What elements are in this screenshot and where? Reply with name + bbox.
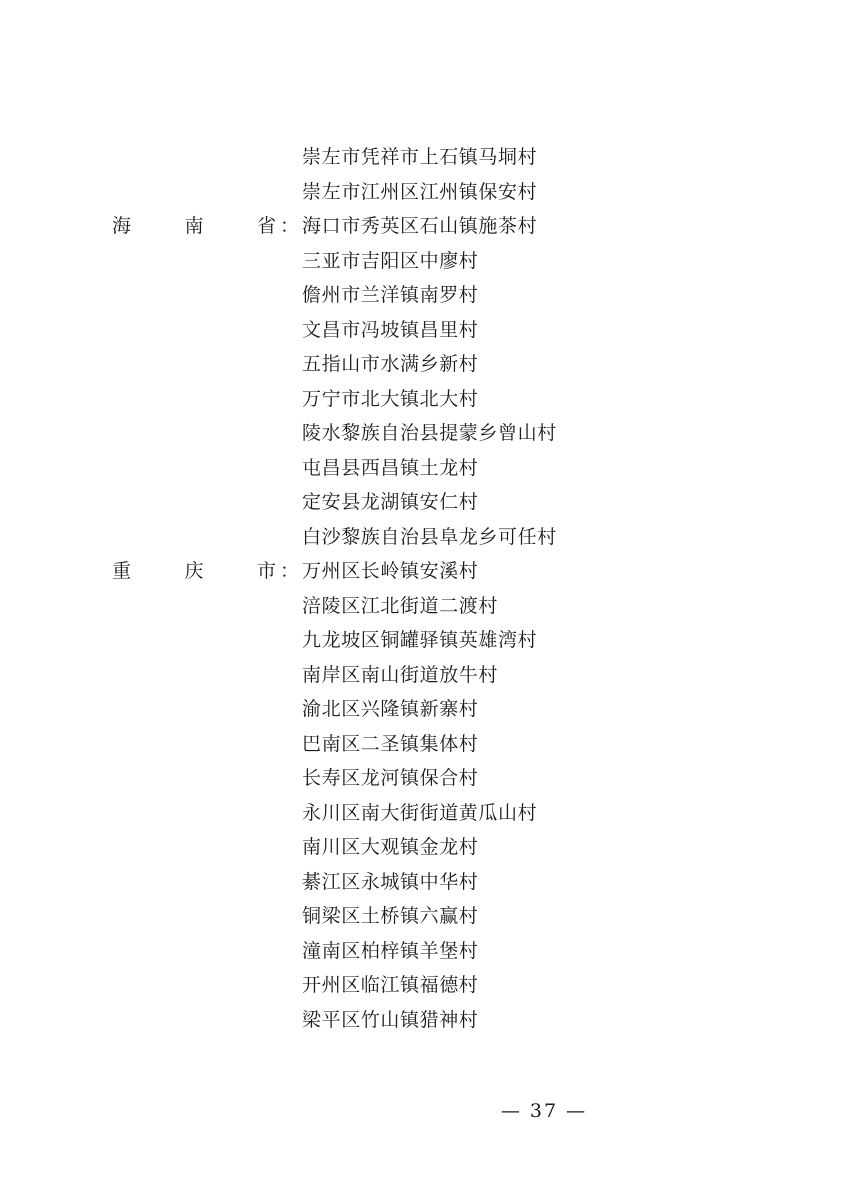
village-entry-row xyxy=(90,899,758,934)
village-name: 长寿区龙河镇保合村 xyxy=(302,767,479,789)
village-entry-row xyxy=(90,520,758,555)
village-name: 屯昌县西昌镇土龙村 xyxy=(302,456,479,479)
page-number-dash-left: — xyxy=(500,1100,522,1122)
village-name: 万州区长岭镇安溪村 xyxy=(302,560,479,582)
province-label xyxy=(90,554,280,589)
page-number-dash-right: — xyxy=(566,1100,588,1122)
village-name: 铜梁区土桥镇六赢村 xyxy=(302,905,479,927)
village-name: 九龙坡区铜罐驿镇英雄湾村 xyxy=(302,629,538,651)
village-name: 潼南区柏梓镇羊堡村 xyxy=(302,939,479,962)
village-entry-row xyxy=(90,1003,758,1038)
village-entry-row xyxy=(90,761,758,796)
village-entry-row xyxy=(90,692,758,727)
village-entry-row xyxy=(90,865,758,900)
village-entry-row xyxy=(90,347,758,382)
province-label-char: 庆 xyxy=(184,560,204,582)
province-colon: ： xyxy=(280,215,300,237)
village-entry-row xyxy=(90,140,758,175)
province-label-char: 省 xyxy=(256,215,276,237)
village-entry-row xyxy=(90,485,758,520)
village-name: 南川区大观镇金龙村 xyxy=(302,836,479,858)
village-name: 渝北区兴隆镇新寨村 xyxy=(302,698,479,720)
village-entry-row xyxy=(90,209,758,244)
village-name: 万宁市北大镇北大村 xyxy=(302,387,479,410)
village-name: 綦江区永城镇中华村 xyxy=(302,870,479,893)
page-number-value: 37 xyxy=(529,1100,559,1122)
village-entry-row xyxy=(90,278,758,313)
village-name: 永川区南大街街道黄瓜山村 xyxy=(302,801,538,824)
village-name: 文昌市冯坡镇昌里村 xyxy=(302,318,479,341)
village-name: 崇左市江州区江州镇保安村 xyxy=(302,180,538,203)
province-label-char: 海 xyxy=(112,215,132,237)
village-entry-row xyxy=(90,175,758,210)
village-entry-row xyxy=(90,796,758,831)
village-name: 海口市秀英区石山镇施茶村 xyxy=(302,215,538,237)
village-name: 陵水黎族自治县提蒙乡曾山村 xyxy=(302,422,557,444)
province-label-char: 重 xyxy=(112,560,132,582)
village-entry-row xyxy=(90,554,758,589)
village-entry-row xyxy=(90,589,758,624)
village-entry-row xyxy=(90,382,758,417)
province-label-char: 市 xyxy=(256,560,276,582)
village-entry-row xyxy=(90,968,758,1003)
village-name: 开州区临江镇福德村 xyxy=(302,974,479,996)
village-name: 涪陵区江北街道二渡村 xyxy=(302,594,499,617)
village-entry-row xyxy=(90,658,758,693)
village-name: 定安县龙湖镇安仁村 xyxy=(302,491,479,513)
village-entry-row xyxy=(90,727,758,762)
village-name: 三亚市吉阳区中廖村 xyxy=(302,249,479,272)
village-entry-row xyxy=(90,934,758,969)
village-entry-row xyxy=(90,244,758,279)
province-colon: ： xyxy=(280,560,300,582)
village-name: 巴南区二圣镇集体村 xyxy=(302,732,479,755)
village-name: 五指山市水满乡新村 xyxy=(302,353,479,375)
village-entry-row xyxy=(90,830,758,865)
village-name: 白沙黎族自治县阜龙乡可任村 xyxy=(302,525,557,548)
village-entry-row xyxy=(90,451,758,486)
village-entry-row xyxy=(90,313,758,348)
province-label-char: 南 xyxy=(184,215,204,237)
village-entry-row xyxy=(90,623,758,658)
village-entry-row xyxy=(90,416,758,451)
village-name: 崇左市凭祥市上石镇马垌村 xyxy=(302,146,538,168)
village-name: 儋州市兰洋镇南罗村 xyxy=(302,284,479,306)
province-label xyxy=(90,209,280,244)
village-list xyxy=(90,140,758,1037)
village-name: 梁平区竹山镇猎神村 xyxy=(302,1008,479,1031)
village-name: 南岸区南山街道放牛村 xyxy=(302,663,499,686)
page-number xyxy=(0,1100,848,1122)
